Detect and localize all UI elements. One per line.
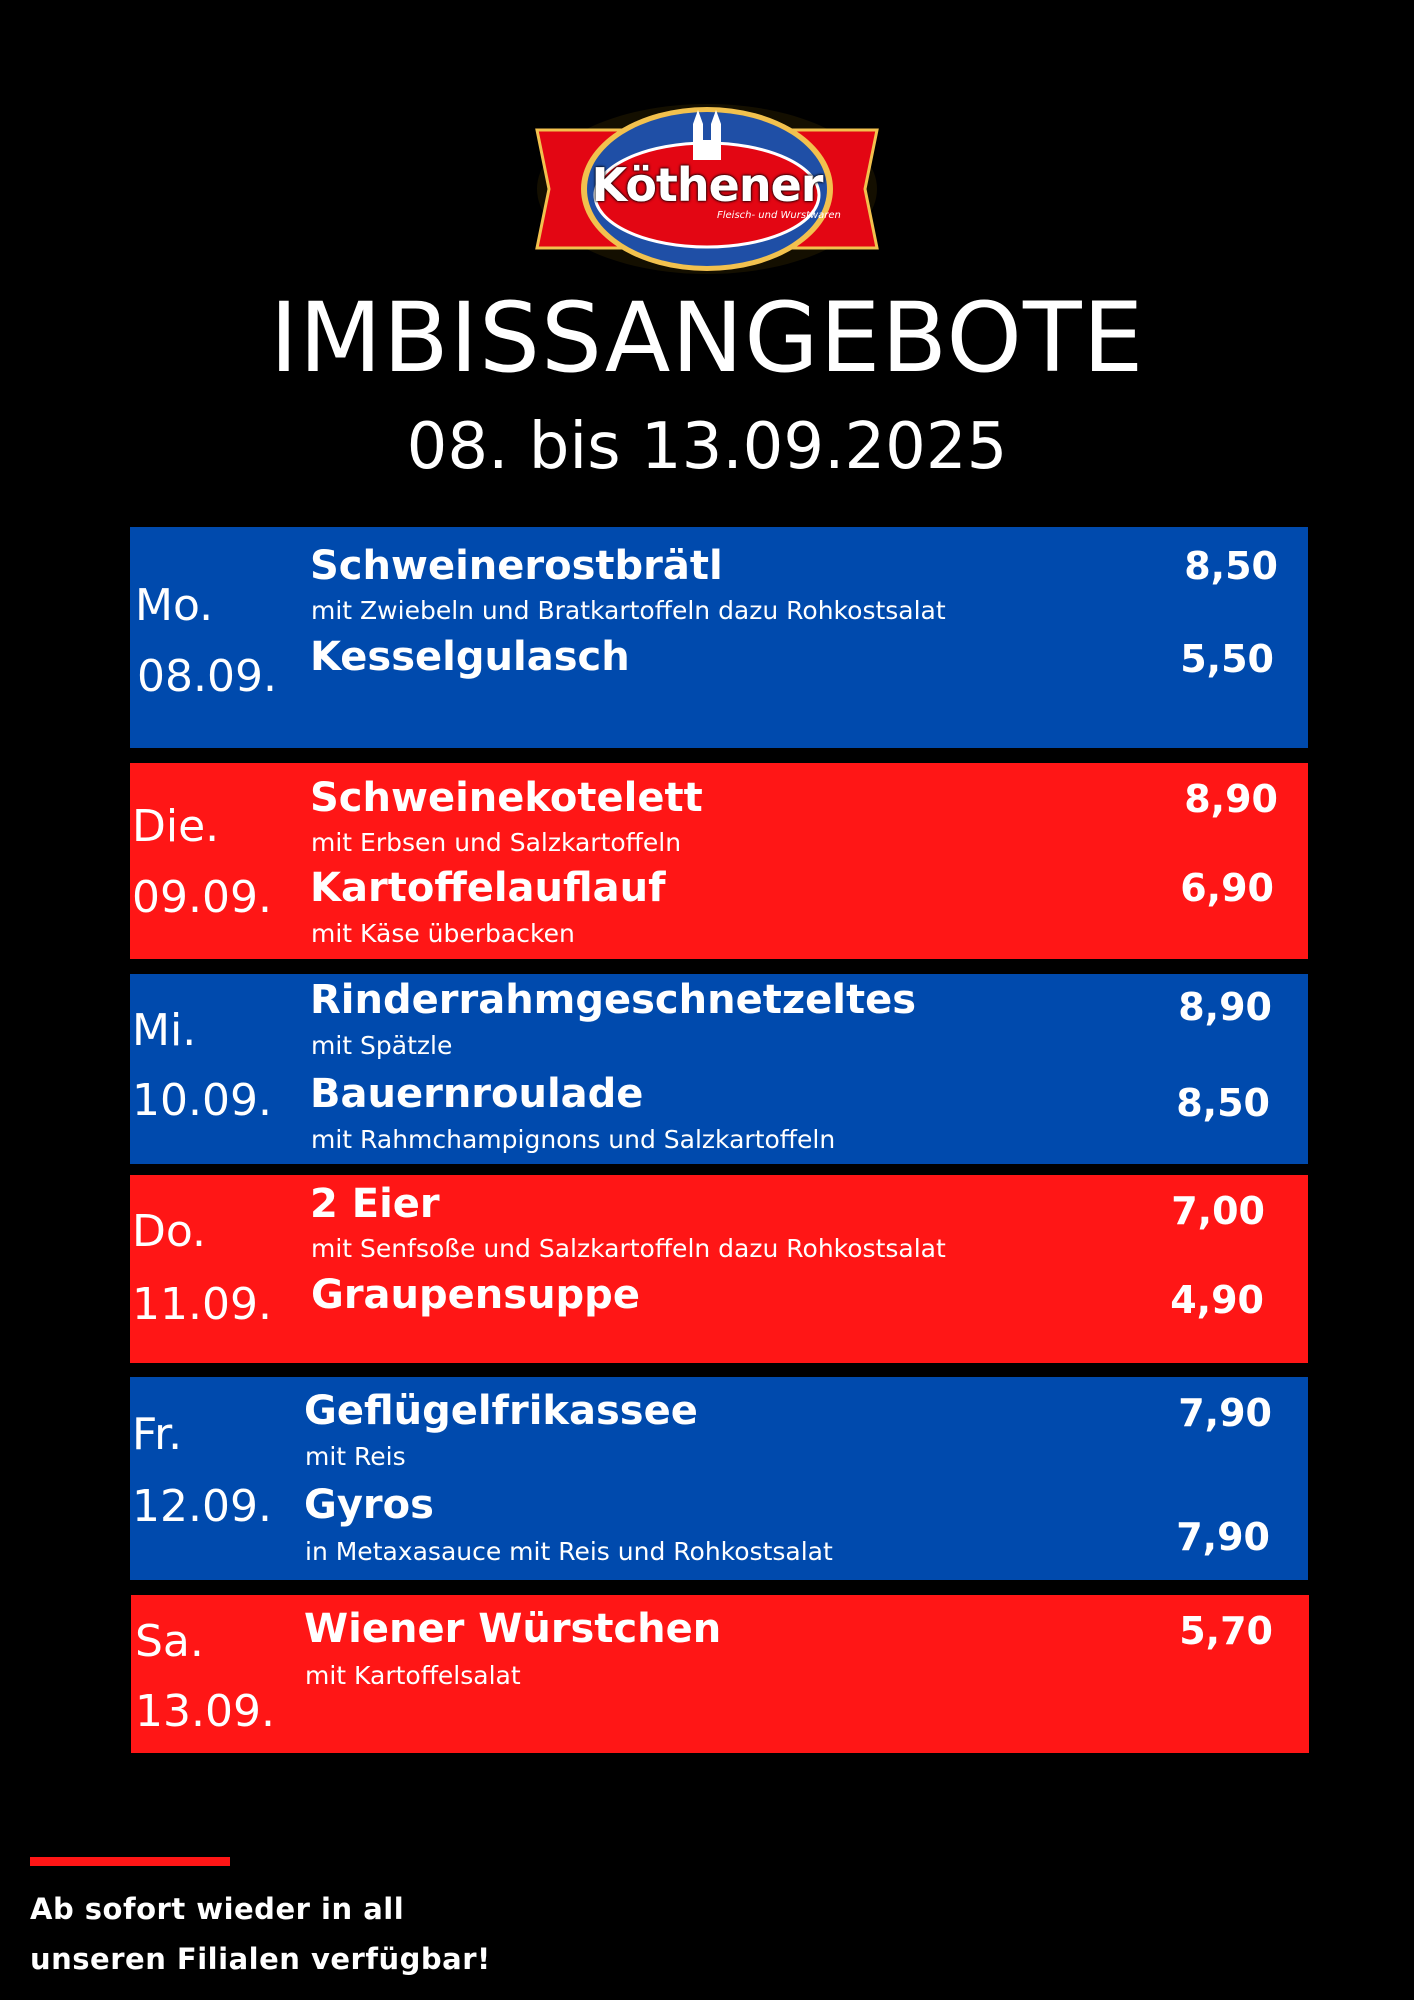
brand-logo (533, 100, 881, 278)
day-date: 13.09. (135, 1686, 275, 1737)
menu-item-name: Wiener Würstchen (304, 1606, 722, 1652)
day-block-wednesday (130, 974, 1308, 1164)
menu-item-name: Gyros (304, 1482, 434, 1528)
menu-item-name: Rinderrahmgeschnetzeltes (310, 977, 917, 1023)
day-block-thursday (130, 1175, 1308, 1363)
menu-item-name: Bauernroulade (310, 1071, 644, 1117)
menu-item-price: 5,50 (1180, 637, 1274, 681)
brand-name: Köthener (591, 158, 823, 212)
menu-item-name: 2 Eier (310, 1181, 440, 1227)
menu-item-price: 7,00 (1171, 1189, 1265, 1233)
brand-tagline: Fleisch- und Wurstwaren (717, 210, 841, 221)
menu-item-price: 8,90 (1184, 777, 1278, 821)
menu-item-desc: in Metaxasauce mit Reis und Rohkostsalat (305, 1537, 833, 1566)
day-block-saturday (131, 1595, 1309, 1753)
day-date: 10.09. (132, 1075, 272, 1126)
menu-item-name: Geflügelfrikassee (304, 1388, 698, 1434)
menu-item-name: Schweinekotelett (310, 775, 703, 821)
menu-item-desc: mit Spätzle (311, 1031, 453, 1060)
menu-item-name: Schweinerostbrätl (310, 543, 723, 589)
menu-item-desc: mit Zwiebeln und Bratkartoffeln dazu Rohkostsalat (311, 596, 946, 625)
day-block-monday (130, 527, 1308, 748)
menu-item-desc: mit Kartoffelsalat (305, 1661, 521, 1690)
menu-item-price: 8,50 (1184, 544, 1278, 588)
day-block-tuesday (130, 763, 1308, 959)
menu-item-price: 7,90 (1176, 1515, 1270, 1559)
day-name: Mi. (132, 1005, 197, 1056)
day-date: 09.09. (132, 872, 272, 923)
page-title: IMBISSANGEBOTE (269, 282, 1145, 394)
day-name: Mo. (135, 580, 214, 631)
menu-item-price: 5,70 (1179, 1609, 1273, 1653)
menu-item-name: Graupensuppe (311, 1272, 640, 1318)
menu-item-desc: mit Erbsen und Salzkartoffeln (311, 828, 682, 857)
day-name: Die. (132, 801, 220, 852)
menu-item-desc: mit Senfsoße und Salzkartoffeln dazu Rohkostsalat (311, 1234, 946, 1263)
footer-text-line-1: Ab sofort wieder in all (30, 1892, 405, 1926)
footer-accent-bar (30, 1857, 230, 1866)
menu-item-price: 8,90 (1178, 985, 1272, 1029)
menu-item-price: 4,90 (1170, 1278, 1264, 1322)
menu-item-desc: mit Rahmchampignons und Salzkartoffeln (311, 1125, 836, 1154)
offer-period: 08. bis 13.09.2025 (406, 410, 1008, 484)
menu-item-name: Kartoffelauflauf (310, 865, 666, 911)
day-name: Sa. (135, 1616, 204, 1667)
menu-item-desc: mit Käse überbacken (311, 919, 575, 948)
menu-item-price: 8,50 (1176, 1081, 1270, 1125)
menu-item-price: 7,90 (1178, 1391, 1272, 1435)
day-name: Fr. (132, 1409, 183, 1460)
menu-item-desc: mit Reis (305, 1442, 406, 1471)
day-name: Do. (132, 1206, 207, 1257)
menu-item-price: 6,90 (1180, 866, 1274, 910)
menu-item-name: Kesselgulasch (310, 634, 630, 680)
footer-text-line-2: unseren Filialen verfügbar! (30, 1942, 491, 1976)
day-date: 11.09. (132, 1279, 272, 1330)
day-date: 12.09. (132, 1481, 272, 1532)
day-date: 08.09. (137, 651, 277, 702)
day-block-friday (130, 1377, 1308, 1580)
